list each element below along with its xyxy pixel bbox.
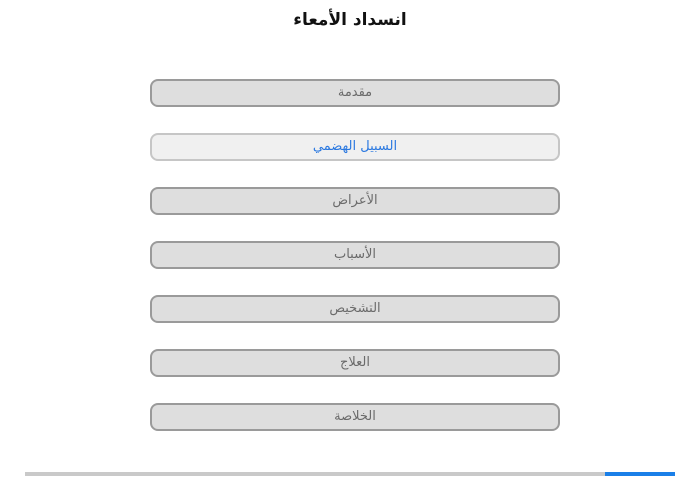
- progress-bar: [25, 472, 675, 476]
- progress-bar-fill: [605, 472, 675, 476]
- menu-item-summary[interactable]: الخلاصة: [150, 403, 560, 431]
- chapter-menu: [150, 79, 560, 457]
- menu-item-treatment[interactable]: العلاج: [150, 349, 560, 377]
- menu-item-symptoms[interactable]: الأعراض: [150, 187, 560, 215]
- page-title: انسداد الأمعاء: [293, 10, 407, 30]
- menu-item-causes[interactable]: الأسباب: [150, 241, 560, 269]
- menu-item-diagnosis[interactable]: التشخيص: [150, 295, 560, 323]
- menu-item-introduction[interactable]: مقدمة: [150, 79, 560, 107]
- menu-item-digestive-tract[interactable]: السبيل الهضمي: [150, 133, 560, 161]
